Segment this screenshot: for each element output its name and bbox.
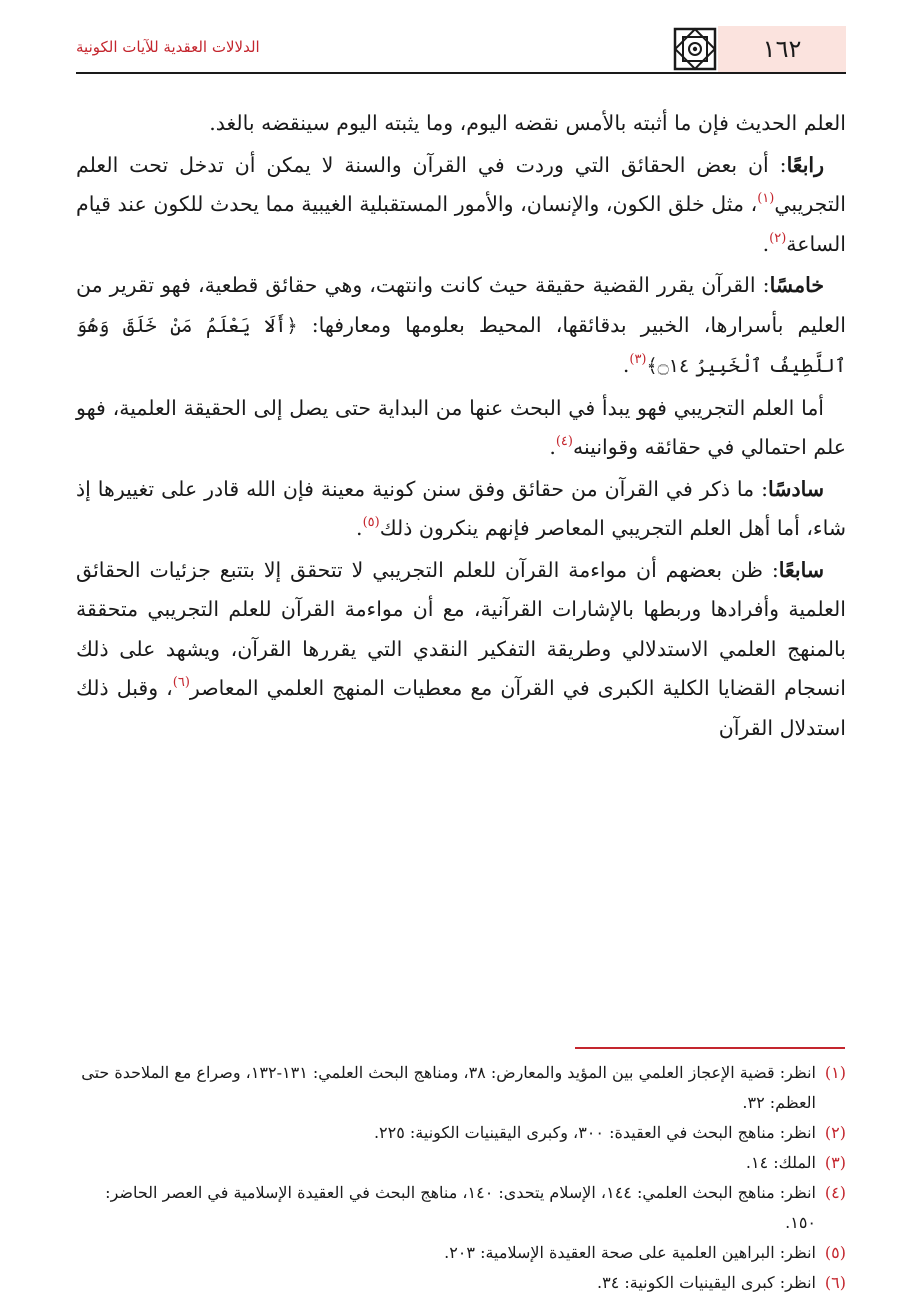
paragraph-3-text: : القرآن يقرر القضية حقيقة حيث كانت وانتهت، وهي حقائق قطعية، فهو تقرير من العليم بأسرارها، الخبير بدقائقها، المحيط بعلومها ومعارفها:	[76, 273, 846, 337]
paragraph-3-lead: خامسًا	[769, 273, 824, 297]
footnote-number: (٤)	[824, 1183, 846, 1202]
footnote-number: (٦)	[824, 1273, 846, 1292]
footnote-divider	[575, 1047, 845, 1049]
paragraph-3	[76, 266, 846, 387]
footnote-ref-6[interactable]: (٦)	[172, 675, 190, 690]
footnote-number: (٥)	[824, 1243, 846, 1262]
footnote-item	[76, 1238, 846, 1268]
paragraph-1: العلم الحديث فإن ما أثبته بالأمس نقضه اليوم، وما يثبته اليوم سينقضه بالغد.	[209, 111, 846, 135]
paragraph-2-lead: رابعًا	[786, 152, 824, 177]
footnote-ref-5[interactable]: (٥)	[362, 515, 380, 530]
footnote-item	[76, 1178, 846, 1238]
page-number-box	[718, 26, 846, 72]
footnote-item	[76, 1148, 846, 1178]
paragraph-2	[76, 146, 846, 265]
footnote-ref-3[interactable]: (٣)	[629, 352, 647, 367]
footnote-number: (٣)	[824, 1153, 846, 1172]
main-text	[76, 104, 846, 750]
footnote-text: انظر: البراهين العلمية على صحة العقيدة الإسلامية: ٢٠٣.	[444, 1243, 816, 1262]
footnote-ref-1[interactable]: (١)	[757, 191, 775, 206]
paragraph-4	[76, 389, 846, 468]
paragraph-6	[76, 551, 846, 749]
paragraph-4-text: أما العلم التجريبي فهو يبدأ في البحث عنها من البداية حتى يصل إلى الحقيقة العلمية، فهو علم احتمالي في حقائقه وقوانينه	[76, 395, 846, 459]
running-title: الدلالات العقدية للآيات الكونية	[76, 38, 260, 56]
footnote-text: انظر: قضية الإعجاز العلمي بين المؤيد والمعارض: ٣٨، ومناهج البحث العلمي: ١٣١-١٣٢، وصراع مع الملاحدة حتى العظم: ٣٢.	[81, 1063, 816, 1112]
paragraph-5-text: : ما ذكر في القرآن من حقائق وفق سنن كونية معينة فإن الله قادر على تغييرها إذ شاء، أما أهل العلم التجريبي المعاصر فإنهم ينكرون ذلك	[76, 476, 846, 540]
header-divider	[76, 72, 846, 74]
footnote-ref-4[interactable]: (٤)	[555, 434, 573, 449]
paragraph-4-end: .	[549, 435, 556, 459]
footnote-text: انظر: مناهج البحث العلمي: ١٤٤، الإسلام يتحدى: ١٤٠، مناهج البحث في العقيدة الإسلامية في العصر الحاضر: ١٥٠.	[105, 1183, 816, 1232]
footnote-item	[76, 1118, 846, 1148]
footnote-text: انظر: كبرى اليقينيات الكونية: ٣٤.	[597, 1273, 816, 1292]
ornament-icon	[672, 26, 718, 72]
page-number: ١٦٢	[762, 35, 802, 63]
footnote-item	[76, 1058, 846, 1118]
paragraph-5	[76, 470, 846, 549]
paragraph-5-lead: سادسًا	[768, 476, 824, 501]
footnote-item	[76, 1268, 846, 1298]
footnote-number: (١)	[824, 1063, 846, 1082]
paragraph-2-end: .	[762, 231, 770, 256]
paragraph-5-end: .	[356, 516, 363, 540]
paragraph-3-end: .	[622, 353, 630, 377]
page-header	[76, 26, 846, 74]
paragraph-2-text-b: ، مثل خلق الكون، والإنسان، والأمور المستقبلية الغيبية مما يحدث للكون عند قيام الساعة	[76, 192, 846, 256]
footnote-text: الملك: ١٤.	[745, 1153, 816, 1172]
footnotes	[76, 1058, 846, 1298]
footnote-ref-2[interactable]: (٢)	[769, 230, 787, 246]
footnote-number: (٢)	[824, 1123, 846, 1142]
paragraph-6-text-b: ، وقبل ذلك استدلال القرآن	[76, 676, 846, 740]
paragraph-2-text-a: : أن بعض الحقائق التي وردت في القرآن والسنة لا يمكن أن تدخل تحت العلم التجريبي	[76, 152, 846, 216]
quran-verse: ﴿أَلَا يَعْلَمُ مَنْ خَلَقَ وَهُوَ ٱللَّطِيفُ ٱلْخَبِيرُ ۝١٤﴾	[76, 314, 846, 377]
paragraph-6-lead: سابعًا	[778, 557, 824, 582]
footnote-text: انظر: مناهج البحث في العقيدة: ٣٠٠، وكبرى اليقينيات الكونية: ٢٢٥.	[373, 1123, 816, 1142]
paragraph-6-text-a: : ظن بعضهم أن مواءمة القرآن للعلم التجريبي لا تتحقق إلا بتتبع جزئيات الحقائق العلمية وأفرادها وربطها بالإشارات القرآنية، مع أن مواءمة القرآن للعلم التجريبي متحققة بالمنهج العلمي الاستدلالي وطريقة التفكير النقدي التي يقررها القرآن، ويشهد على ذلك انسجام القضايا الكلية الكبرى في القرآن مع معطيات المنهج العلمي المعاصر	[76, 557, 846, 700]
